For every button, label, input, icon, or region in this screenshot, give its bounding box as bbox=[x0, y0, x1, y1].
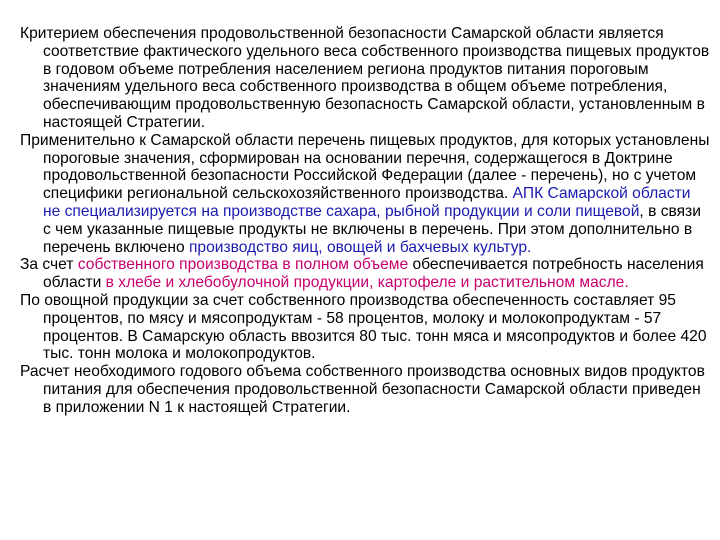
paragraph-calculation bbox=[20, 363, 710, 416]
highlight-full-production: собственного производства в полном объеме bbox=[77, 256, 409, 274]
text-segment: Критерием обеспечения продовольственной безопасности Самарской области является соответствие фактического удельного веса собственного производства пищевых продуктов в годовом объеме потребления населением региона продуктов питания пороговым значениям удельного веса собственного производства в общем объеме потребления, обеспечивающим продовольственную безопасность Самарской области, установленным в настоящей Стратегии. bbox=[20, 25, 710, 131]
paragraph-vegetables-meat-milk bbox=[20, 292, 710, 363]
highlight-not-specialized: АПК Самарской области не специализируется на производстве сахара, рыбной продукции и соли пищевой bbox=[43, 185, 691, 220]
paragraph-self-sufficiency bbox=[20, 256, 710, 292]
paragraph-criteria bbox=[20, 25, 710, 132]
text-segment: обеспечивается потребность населения области bbox=[43, 256, 704, 292]
highlight-bread-potato-oil: в хлебе и хлебобулочной продукции, картофеле и растительном масле. bbox=[105, 274, 629, 292]
text-segment: Применительно к Самарской области перечень пищевых продуктов, для которых установлены пороговые значения, сформирован на основании перечня, содержащегося в Доктрине продовольственной безопасности Российской Федерации (далее - перечень), но с учетом специфики региональной сельскохозяйственного производства. bbox=[20, 131, 710, 203]
text-segment: Расчет необходимого годового объема собственного производства основных видов продуктов питания для обеспечения продовольственной безопасности Самарской области приведен в приложении N 1 к настоящей Стратегии. bbox=[20, 363, 705, 416]
text-segment: , в связи с чем указанные пищевые продукты не включены в перечень. При этом дополнительно в перечень включено bbox=[43, 202, 701, 256]
body-text bbox=[20, 25, 710, 417]
highlight-eggs-vegetables: производство яиц, овощей и бахчевых культур. bbox=[188, 238, 532, 256]
paragraph-product-list bbox=[20, 132, 710, 257]
text-segment: По овощной продукции за счет собственного производства обеспеченность составляет 95 процентов, по мясу и мясопродуктам - 58 процентов, молоку и молокопродуктам - 57 процентов. В Самарскую область ввозится 80 тыс. тонн мяса и мясопродуктов и более 420 тыс. тонн молока и молокопродуктов. bbox=[20, 291, 707, 363]
text-segment: За счет bbox=[20, 256, 78, 274]
